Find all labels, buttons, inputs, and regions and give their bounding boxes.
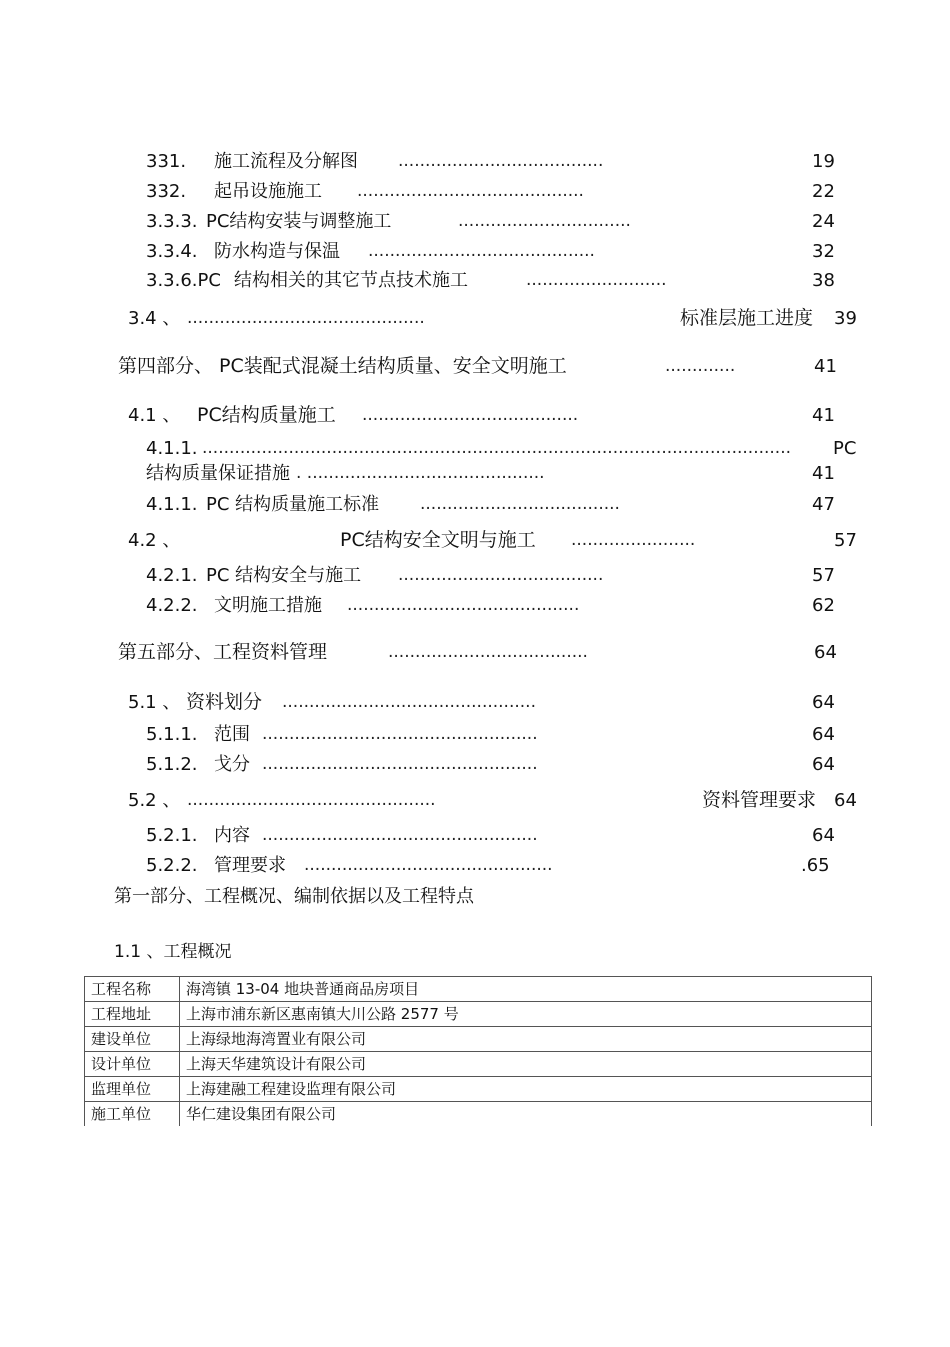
toc-number: 4.1.1. bbox=[146, 438, 198, 459]
table-row bbox=[85, 1052, 872, 1077]
toc-page: 41 bbox=[812, 405, 835, 426]
toc-leader: .......................................... bbox=[368, 241, 595, 261]
toc-number: 5.2.1. bbox=[146, 825, 198, 846]
toc-leader: .............................................. bbox=[187, 790, 436, 810]
toc-number: 332. bbox=[146, 181, 187, 202]
toc-leader: ............................................................................................................. bbox=[202, 438, 792, 458]
table-value: 海湾镇 13-04 地块普通商品房项目 bbox=[180, 977, 872, 1002]
part-heading: 第一部分、工程概况、编制依据以及工程特点 bbox=[114, 886, 474, 907]
table-value: 上海绿地海湾置业有限公司 bbox=[180, 1027, 872, 1052]
toc-number: 4.2 、 bbox=[128, 530, 181, 551]
toc-title: PC结构安装与调整施工 bbox=[206, 211, 392, 232]
table-key: 监理单位 bbox=[85, 1077, 180, 1102]
toc-title: 资料管理要求 bbox=[702, 789, 817, 811]
table-key: 工程地址 bbox=[85, 1002, 180, 1027]
toc-page: 57 bbox=[812, 565, 835, 586]
toc-leader: ................................................... bbox=[262, 724, 538, 744]
toc-leader: .............................................. bbox=[304, 855, 553, 875]
table-key: 施工单位 bbox=[85, 1102, 180, 1127]
toc-leader: ........................................ bbox=[362, 405, 579, 425]
toc-leader: ................................................... bbox=[262, 825, 538, 845]
toc-leader: ................................ bbox=[458, 211, 631, 231]
toc-title: 内容 bbox=[214, 825, 250, 846]
toc-page: .65 bbox=[801, 855, 830, 876]
toc-leader: ............. bbox=[665, 356, 736, 376]
toc-leader: ................................................... bbox=[262, 754, 538, 774]
toc-part-title: 第四部分、 PC装配式混凝土结构质量、安全文明施工 bbox=[118, 355, 567, 377]
toc-leader: ............................................ bbox=[187, 308, 425, 328]
toc-title: 起吊设施施工 bbox=[214, 181, 322, 202]
toc-title: 戈分 bbox=[214, 754, 250, 775]
table-row bbox=[85, 977, 872, 1002]
toc-leader: .......................... bbox=[526, 270, 667, 290]
toc-number: 4.2.1. bbox=[146, 565, 198, 586]
table-row bbox=[85, 1102, 872, 1127]
toc-number: 3.4 、 bbox=[128, 308, 181, 329]
toc-leader: . ............................................ bbox=[296, 463, 545, 483]
toc-number: 3.3.3. bbox=[146, 211, 198, 232]
toc-title: 资料划分 bbox=[186, 691, 263, 713]
table-key: 工程名称 bbox=[85, 977, 180, 1002]
toc-title: 文明施工措施 bbox=[214, 595, 322, 616]
toc-page: 64 bbox=[812, 825, 835, 846]
table-row bbox=[85, 1027, 872, 1052]
toc-page: 24 bbox=[812, 211, 835, 232]
toc-number: 4.2.2. bbox=[146, 595, 198, 616]
toc-title: 结构质量保证措施 bbox=[146, 463, 290, 484]
toc-title: PC结构安全文明与施工 bbox=[340, 529, 536, 551]
section-heading: 1.1 、工程概况 bbox=[114, 942, 232, 962]
toc-page: 47 bbox=[812, 494, 835, 515]
toc-part-title: 第五部分、工程资料管理 bbox=[118, 641, 328, 663]
toc-number: 5.1 、 bbox=[128, 692, 181, 713]
toc-page: 41 bbox=[812, 463, 835, 484]
toc-title: PC结构质量施工 bbox=[197, 404, 336, 426]
toc-page: 22 bbox=[812, 181, 835, 202]
toc-leader: .......................................... bbox=[357, 181, 584, 201]
toc-title: PC 结构安全与施工 bbox=[206, 565, 362, 586]
toc-page: 62 bbox=[812, 595, 835, 616]
toc-page: 41 bbox=[814, 356, 837, 377]
toc-page: 64 bbox=[812, 754, 835, 775]
toc-number: 3.3.6.PC bbox=[146, 270, 221, 291]
toc-number: 4.1 、 bbox=[128, 405, 181, 426]
toc-page: 64 bbox=[834, 790, 857, 811]
table-key: 设计单位 bbox=[85, 1052, 180, 1077]
toc-number: 331. bbox=[146, 151, 187, 172]
toc-number: 5.2 、 bbox=[128, 790, 181, 811]
toc-leader: ..................................... bbox=[388, 642, 588, 662]
toc-title-tail: PC bbox=[833, 438, 857, 459]
toc-title: PC 结构质量施工标准 bbox=[206, 494, 380, 515]
toc-leader: ...................................... bbox=[398, 151, 604, 171]
toc-page: 32 bbox=[812, 241, 835, 262]
toc-leader: ..................................... bbox=[420, 494, 620, 514]
toc-page: 64 bbox=[812, 692, 835, 713]
toc-leader: ....................... bbox=[571, 530, 696, 550]
toc-title: 施工流程及分解图 bbox=[214, 151, 358, 172]
table-value: 华仁建设集团有限公司 bbox=[180, 1102, 872, 1127]
toc-page: 64 bbox=[814, 642, 837, 663]
toc-title: 标准层施工进度 bbox=[680, 307, 814, 329]
toc-leader: ...................................... bbox=[398, 565, 604, 585]
toc-number: 3.3.4. bbox=[146, 241, 198, 262]
toc-title: 结构相关的其它节点技术施工 bbox=[234, 270, 468, 291]
project-info-table bbox=[84, 976, 872, 1126]
toc-page: 64 bbox=[812, 724, 835, 745]
toc-number: 5.2.2. bbox=[146, 855, 198, 876]
toc-number: 4.1.1. bbox=[146, 494, 198, 515]
toc-leader: ............................................... bbox=[282, 692, 536, 712]
toc-leader: ........................................... bbox=[347, 595, 580, 615]
toc-page: 38 bbox=[812, 270, 835, 291]
toc-page: 57 bbox=[834, 530, 857, 551]
toc-title: 管理要求 bbox=[214, 855, 286, 876]
table-value: 上海建融工程建设监理有限公司 bbox=[180, 1077, 872, 1102]
toc-page: 19 bbox=[812, 151, 835, 172]
table-value: 上海市浦东新区惠南镇大川公路 2577 号 bbox=[180, 1002, 872, 1027]
toc-title: 范围 bbox=[214, 724, 250, 745]
table-row bbox=[85, 1077, 872, 1102]
table-value: 上海天华建筑设计有限公司 bbox=[180, 1052, 872, 1077]
table-key: 建设单位 bbox=[85, 1027, 180, 1052]
toc-number: 5.1.2. bbox=[146, 754, 198, 775]
toc-title: 防水构造与保温 bbox=[214, 241, 340, 262]
toc-page: 39 bbox=[834, 308, 857, 329]
table-row bbox=[85, 1002, 872, 1027]
toc-number: 5.1.1. bbox=[146, 724, 198, 745]
